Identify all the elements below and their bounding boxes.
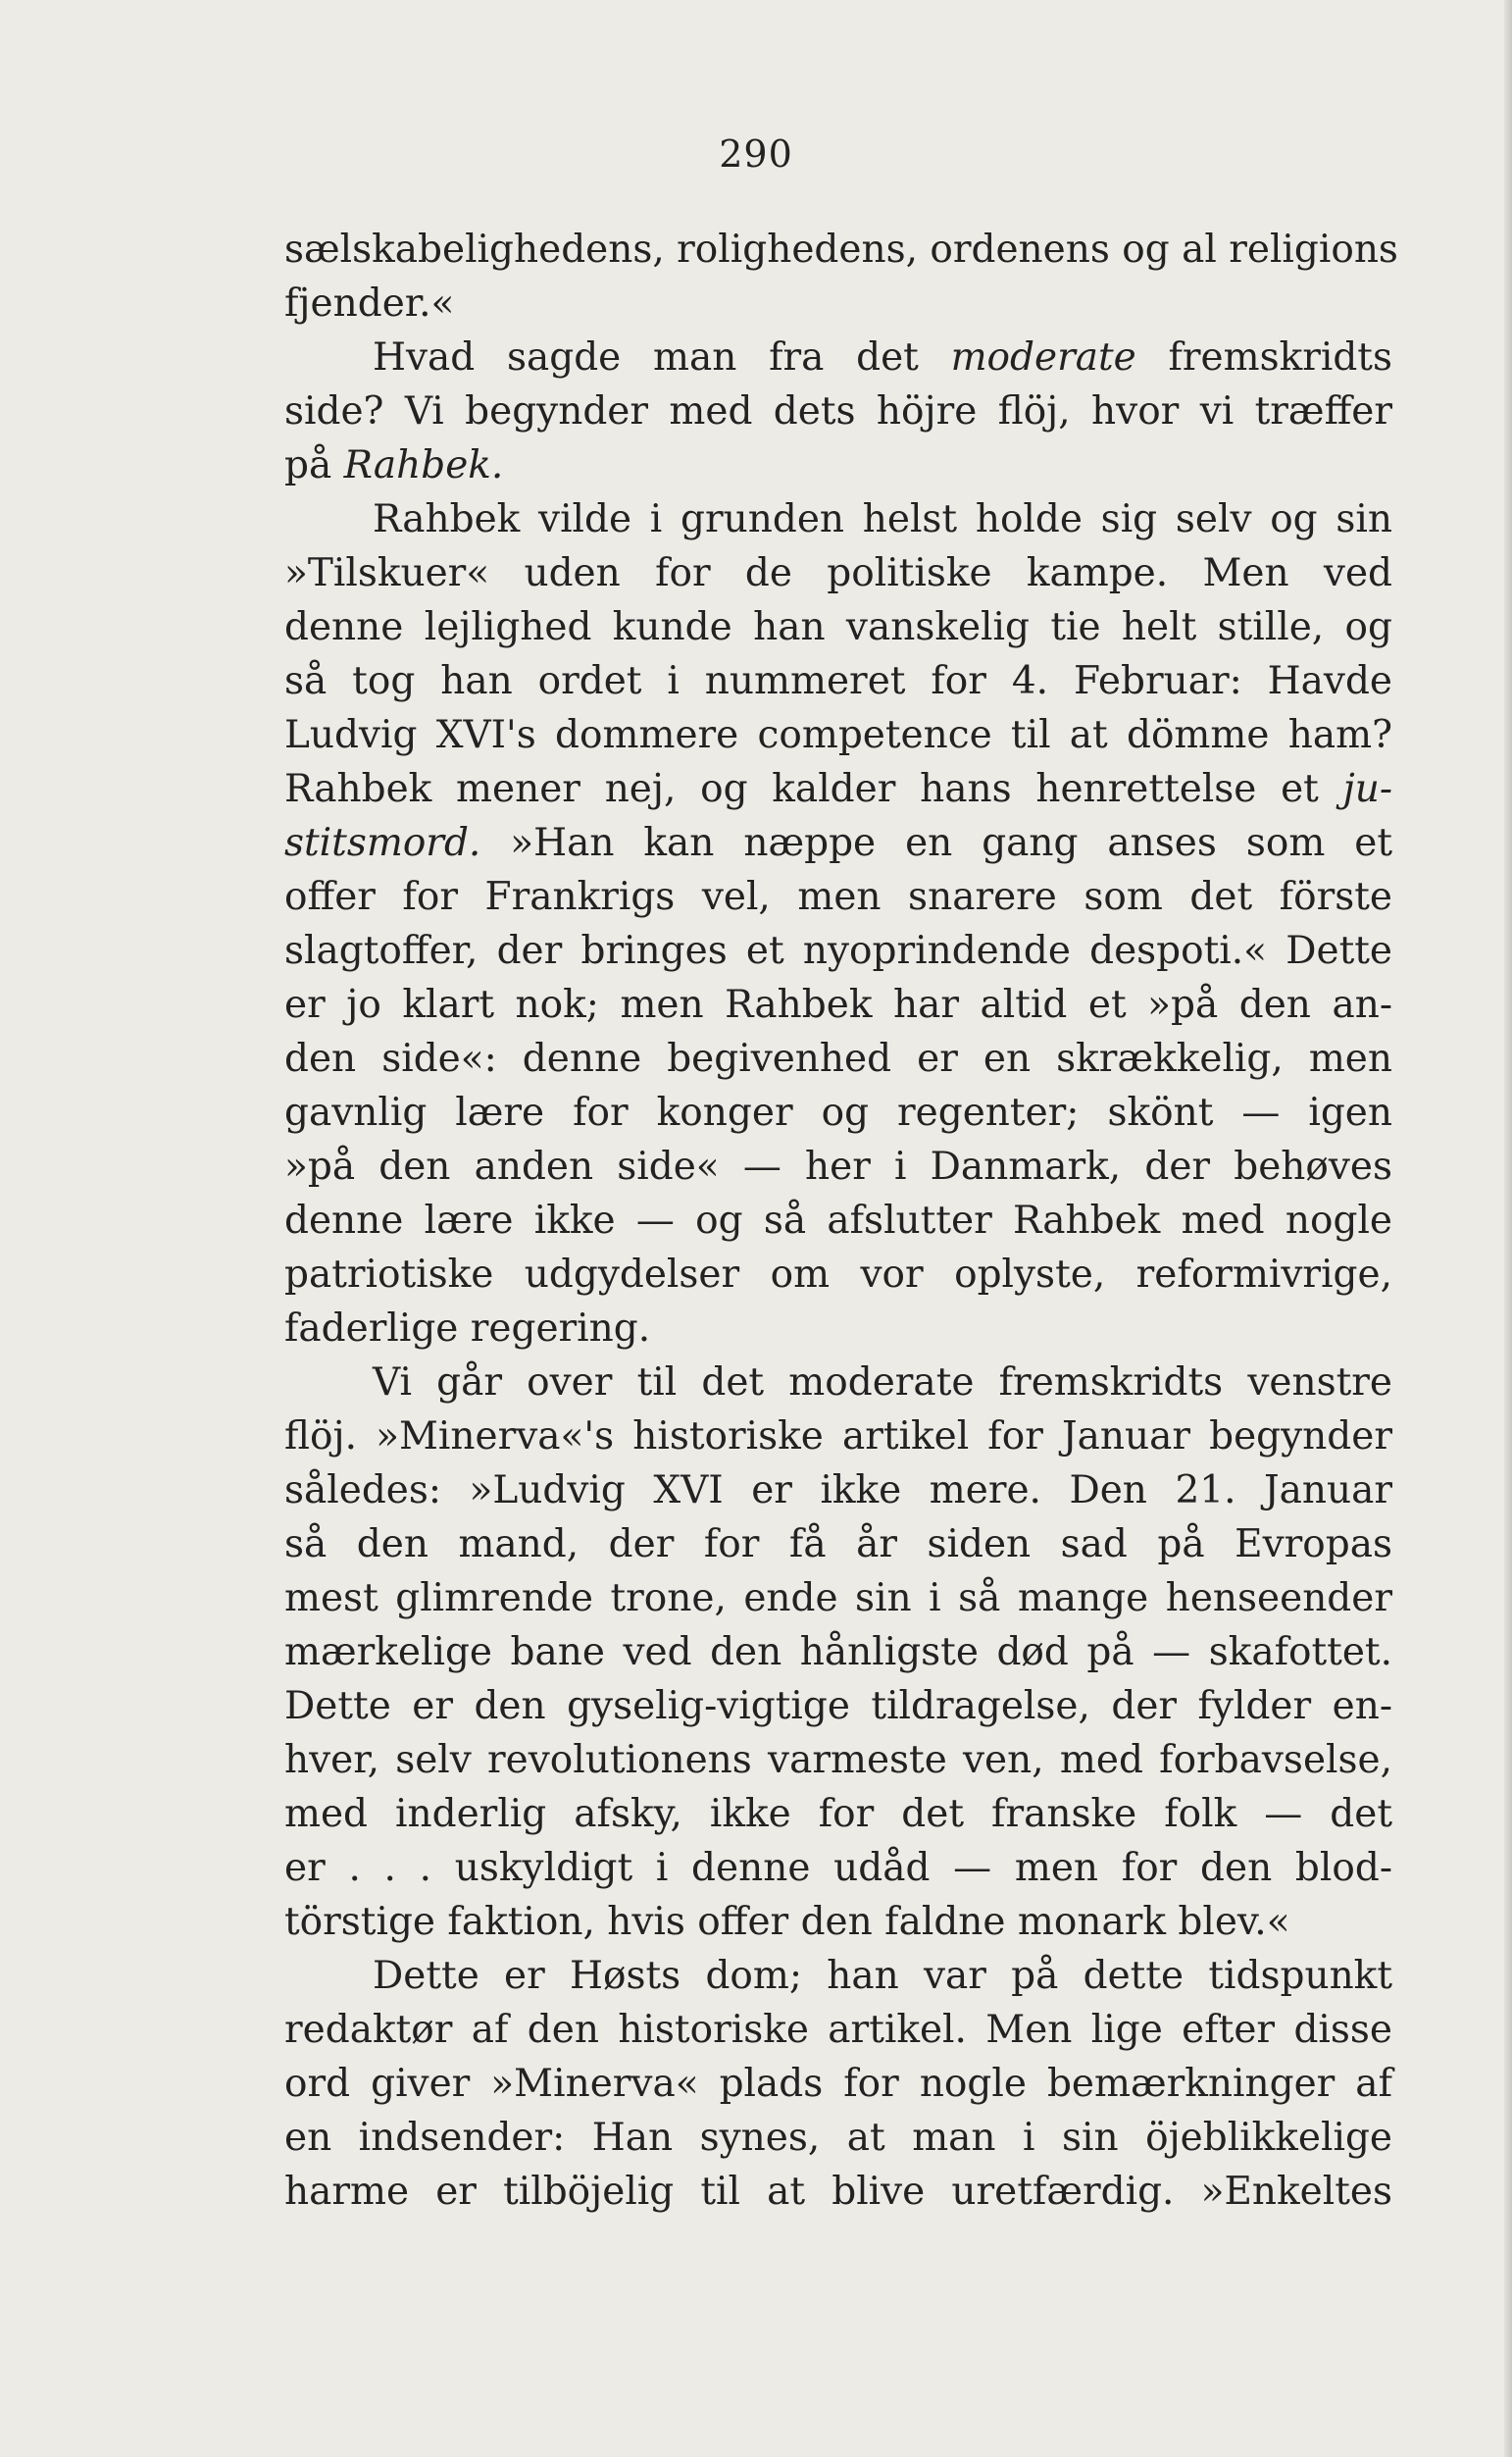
line-text: er . . . uskyldigt i denne udåd — men for den blod-: [284, 1846, 1392, 1890]
text-line: [284, 762, 1392, 816]
text-line: [284, 1733, 1392, 1787]
line-text: Rahbek mener nej, og kalder hans henrettelse et: [284, 767, 1343, 811]
line-text: på: [284, 443, 344, 487]
italic-text: ju-: [1342, 767, 1392, 811]
page-edge: [1504, 0, 1512, 2457]
text-line: [284, 708, 1392, 762]
text-line: [284, 1895, 1392, 1949]
line-text: »Han kan næppe en gang anses som et: [480, 821, 1392, 865]
text-line: [284, 331, 1392, 384]
line-text: mærkelige bane ved den hånligste død på — skafottet.: [284, 1630, 1392, 1674]
text-line: [284, 1032, 1392, 1086]
line-text: harme er tilböjelig til at blive uretfærdig. »Enkeltes: [284, 2170, 1392, 2214]
text-line: [284, 1571, 1392, 1625]
text-line: [284, 1517, 1392, 1571]
text-line: [284, 1463, 1392, 1517]
italic-text: stitsmord.: [284, 821, 481, 865]
line-text: således: »Ludvig XVI er ikke mere. Den 21. Januar: [284, 1468, 1392, 1512]
line-text: er jo klart nok; men Rahbek har altid et »på den an-: [284, 983, 1392, 1027]
text-line: [284, 600, 1392, 654]
text-line: [284, 870, 1392, 924]
line-text: gavnlig lære for konger og regenter; skönt — igen: [284, 1091, 1392, 1135]
text-line: [284, 1949, 1392, 2003]
italic-text: moderate: [950, 335, 1136, 380]
text-line: [284, 924, 1392, 978]
line-text: en indsender: Han synes, at man i sin öjeblikkelige: [284, 2116, 1392, 2160]
line-text: flöj. »Minerva«'s historiske artikel for Januar begynder: [284, 1414, 1392, 1459]
text-line: [284, 1194, 1392, 1248]
text-line: [284, 2111, 1392, 2165]
text-line: [284, 2057, 1392, 2111]
line-text: patriotiske udgydelser om vor oplyste, reformivrige,: [284, 1253, 1392, 1297]
line-text: sælskabelighedens, rolighedens, ordenens og al religions: [284, 228, 1398, 272]
text-line: [284, 1248, 1392, 1302]
text-line: [284, 384, 1392, 438]
text-line: [284, 492, 1392, 546]
line-text: så tog han ordet i nummeret for 4. Februar: Havde: [284, 659, 1392, 703]
text-line: [284, 2003, 1392, 2057]
line-text: Ludvig XVI's dommere competence til at dömme ham?: [284, 713, 1392, 757]
line-text: offer for Frankrigs vel, men snarere som det förste: [284, 875, 1392, 919]
line-text: så den mand, der for få år siden sad på Evropas: [284, 1522, 1392, 1566]
text-line: [284, 654, 1392, 708]
text-line: [284, 2165, 1392, 2219]
line-text: »Tilskuer« uden for de politiske kampe. Men ved: [284, 551, 1392, 595]
line-text: ord giver »Minerva« plads for nogle bemærkninger af: [284, 2062, 1392, 2106]
line-text: »på den anden side« — her i Danmark, der behøves: [284, 1145, 1392, 1189]
line-text: Dette er Høsts dom; han var på dette tidspunkt: [373, 1954, 1392, 1998]
text-line: [284, 1140, 1392, 1194]
line-text: redaktør af den historiske artikel. Men lige efter disse: [284, 2008, 1392, 2052]
text-line: [284, 1787, 1392, 1841]
line-text: Rahbek vilde i grunden helst holde sig selv og sin: [373, 497, 1392, 541]
text-line: [284, 1086, 1392, 1140]
body-text: [284, 223, 1398, 2219]
text-line: [284, 1625, 1392, 1679]
text-line: [284, 978, 1392, 1032]
text-line: [284, 438, 1392, 492]
text-line: [284, 1841, 1392, 1895]
line-text: denne lejlighed kunde han vanskelig tie helt stille, og: [284, 605, 1392, 649]
line-text: med inderlig afsky, ikke for det franske folk — det: [284, 1792, 1392, 1836]
text-line: [284, 1356, 1392, 1409]
text-line: [284, 1409, 1392, 1463]
line-text: denne lære ikke — og så afslutter Rahbek med nogle: [284, 1199, 1392, 1243]
line-text: den side«: denne begivenhed er en skrækkelig, men: [284, 1037, 1392, 1081]
page-number: 290: [719, 132, 793, 176]
text-line: [284, 546, 1392, 600]
text-line: [284, 277, 1392, 331]
line-text: Dette er den gyselig-vigtige tildragelse, der fylder en-: [284, 1684, 1392, 1728]
text-line: [284, 1302, 1392, 1356]
line-text: faderlige regering.: [284, 1306, 651, 1351]
line-text: Hvad sagde man fra det: [373, 335, 951, 380]
text-line: [284, 816, 1392, 870]
line-text: Vi går over til det moderate fremskridts venstre: [373, 1360, 1392, 1405]
text-line: [284, 223, 1398, 277]
italic-text: Rahbek.: [343, 443, 504, 487]
line-text: side? Vi begynder med dets höjre flöj, hvor vi træffer: [284, 389, 1392, 434]
line-text: fremskridts: [1135, 335, 1392, 380]
line-text: hver, selv revolutionens varmeste ven, med forbavselse,: [284, 1738, 1392, 1782]
line-text: fjender.«: [284, 282, 455, 326]
line-text: slagtoffer, der bringes et nyoprindende despoti.« Dette: [284, 929, 1392, 973]
line-text: törstige faktion, hvis offer den faldne monark blev.«: [284, 1900, 1290, 1944]
line-text: mest glimrende trone, ende sin i så mange henseender: [284, 1576, 1392, 1620]
text-line: [284, 1679, 1392, 1733]
